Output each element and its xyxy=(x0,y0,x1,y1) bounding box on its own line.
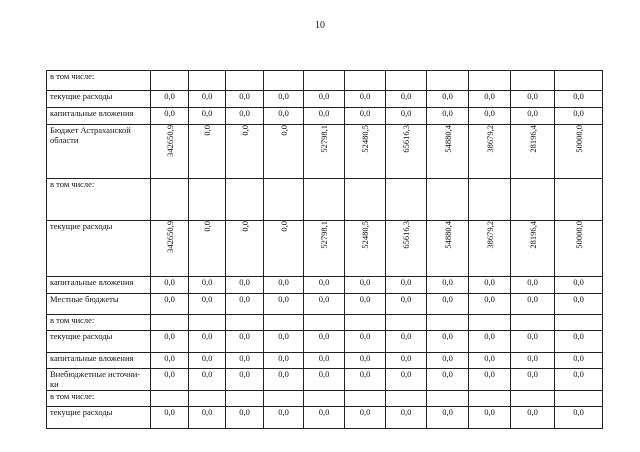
cell-value: 52480,5 xyxy=(360,125,370,153)
value-cell: 0,0 xyxy=(304,407,345,429)
empty-cell xyxy=(226,391,264,407)
value-cell: 0,0 xyxy=(511,369,555,391)
table-row xyxy=(47,315,603,331)
value-cell: 0,0 xyxy=(151,369,189,391)
value-cell xyxy=(264,221,304,277)
empty-cell xyxy=(427,71,469,91)
value-cell: 0,0 xyxy=(469,294,511,315)
value-cell: 0,0 xyxy=(151,353,189,369)
value-cell: 0,0 xyxy=(264,369,304,391)
empty-cell xyxy=(427,391,469,407)
cell-value: 28196,4 xyxy=(527,125,538,153)
row-label: Внебюджетные источни-ки xyxy=(47,369,151,391)
row-label: Местные бюджеты xyxy=(47,294,151,315)
cell-value: 50000,0 xyxy=(573,221,584,249)
empty-cell xyxy=(427,179,469,221)
value-cell: 0,0 xyxy=(264,91,304,108)
value-cell xyxy=(469,221,511,277)
value-cell xyxy=(189,221,226,277)
value-cell: 0,0 xyxy=(427,331,469,353)
empty-cell xyxy=(345,71,386,91)
budget-table-body xyxy=(47,71,603,429)
value-cell: 0,0 xyxy=(345,294,386,315)
value-cell xyxy=(151,125,189,179)
empty-cell xyxy=(555,315,603,331)
value-cell: 0,0 xyxy=(386,277,427,294)
value-cell: 0,0 xyxy=(427,369,469,391)
value-cell: 0,0 xyxy=(345,353,386,369)
cell-value: 52480,5 xyxy=(360,221,370,249)
value-cell: 0,0 xyxy=(386,407,427,429)
cell-value: 54880,4 xyxy=(442,221,453,249)
empty-cell xyxy=(264,391,304,407)
value-cell: 0,0 xyxy=(189,353,226,369)
table-row xyxy=(47,331,603,353)
value-cell xyxy=(226,125,264,179)
value-cell: 0,0 xyxy=(151,277,189,294)
value-cell: 0,0 xyxy=(151,407,189,429)
value-cell xyxy=(264,125,304,179)
value-cell: 0,0 xyxy=(345,331,386,353)
empty-cell xyxy=(555,391,603,407)
value-cell: 0,0 xyxy=(226,353,264,369)
value-cell: 0,0 xyxy=(304,108,345,125)
empty-cell xyxy=(189,71,226,91)
empty-cell xyxy=(469,179,511,221)
empty-cell xyxy=(511,71,555,91)
empty-cell xyxy=(555,179,603,221)
value-cell: 0,0 xyxy=(345,369,386,391)
empty-cell xyxy=(151,315,189,331)
cell-value: 28196,4 xyxy=(527,221,538,249)
empty-cell xyxy=(304,71,345,91)
empty-cell xyxy=(151,179,189,221)
table-row xyxy=(47,369,603,391)
empty-cell xyxy=(386,315,427,331)
value-cell xyxy=(386,221,427,277)
empty-cell xyxy=(189,315,226,331)
value-cell xyxy=(555,221,603,277)
empty-cell xyxy=(226,71,264,91)
value-cell: 0,0 xyxy=(345,277,386,294)
cell-value: 0,0 xyxy=(202,221,212,232)
value-cell: 0,0 xyxy=(427,407,469,429)
value-cell xyxy=(345,221,386,277)
value-cell: 0,0 xyxy=(511,407,555,429)
budget-table xyxy=(46,70,603,429)
empty-cell xyxy=(304,391,345,407)
empty-cell xyxy=(386,71,427,91)
value-cell: 0,0 xyxy=(469,108,511,125)
value-cell: 0,0 xyxy=(189,91,226,108)
value-cell: 0,0 xyxy=(427,277,469,294)
value-cell: 0,0 xyxy=(226,369,264,391)
value-cell: 0,0 xyxy=(511,277,555,294)
value-cell: 0,0 xyxy=(469,353,511,369)
value-cell: 0,0 xyxy=(189,369,226,391)
value-cell: 0,0 xyxy=(304,277,345,294)
value-cell: 0,0 xyxy=(226,277,264,294)
row-label: Бюджет Астраханской области xyxy=(47,125,151,179)
value-cell: 0,0 xyxy=(304,353,345,369)
value-cell: 0,0 xyxy=(555,294,603,315)
value-cell: 0,0 xyxy=(226,407,264,429)
row-label: капитальные вложения xyxy=(47,353,151,369)
value-cell: 0,0 xyxy=(264,353,304,369)
value-cell: 0,0 xyxy=(427,353,469,369)
empty-cell xyxy=(264,315,304,331)
row-label: в том числе: xyxy=(47,391,151,407)
value-cell xyxy=(151,221,189,277)
value-cell: 0,0 xyxy=(555,407,603,429)
value-cell: 0,0 xyxy=(386,108,427,125)
value-cell: 0,0 xyxy=(511,331,555,353)
value-cell xyxy=(555,125,603,179)
value-cell xyxy=(511,221,555,277)
table-row xyxy=(47,353,603,369)
value-cell: 0,0 xyxy=(345,91,386,108)
value-cell: 0,0 xyxy=(226,108,264,125)
empty-cell xyxy=(386,391,427,407)
table-row xyxy=(47,221,603,277)
row-label: текущие расходы xyxy=(47,91,151,108)
value-cell: 0,0 xyxy=(226,331,264,353)
empty-cell xyxy=(304,315,345,331)
table-row xyxy=(47,407,603,429)
cell-value: 65616,3 xyxy=(401,125,411,153)
table-row xyxy=(47,125,603,179)
cell-value: 65616,3 xyxy=(401,221,411,249)
value-cell: 0,0 xyxy=(469,369,511,391)
table-row xyxy=(47,294,603,315)
table-row xyxy=(47,108,603,125)
table-row xyxy=(47,277,603,294)
value-cell: 0,0 xyxy=(304,331,345,353)
row-label: в том числе: xyxy=(47,179,151,221)
empty-cell xyxy=(345,179,386,221)
empty-cell xyxy=(151,71,189,91)
value-cell xyxy=(226,221,264,277)
value-cell xyxy=(304,125,345,179)
row-label: в том числе: xyxy=(47,71,151,91)
value-cell: 0,0 xyxy=(345,108,386,125)
value-cell: 0,0 xyxy=(304,91,345,108)
empty-cell xyxy=(264,71,304,91)
value-cell: 0,0 xyxy=(151,91,189,108)
cell-value: 38679,2 xyxy=(484,125,495,153)
value-cell: 0,0 xyxy=(511,91,555,108)
value-cell: 0,0 xyxy=(386,91,427,108)
value-cell: 0,0 xyxy=(304,369,345,391)
value-cell: 0,0 xyxy=(386,294,427,315)
value-cell: 0,0 xyxy=(264,407,304,429)
value-cell: 0,0 xyxy=(151,294,189,315)
value-cell: 0,0 xyxy=(189,277,226,294)
cell-value: 0,0 xyxy=(202,125,212,136)
table-row xyxy=(47,91,603,108)
row-label: капитальные вложения xyxy=(47,277,151,294)
value-cell: 0,0 xyxy=(469,407,511,429)
value-cell: 0,0 xyxy=(555,277,603,294)
value-cell: 0,0 xyxy=(264,331,304,353)
value-cell: 0,0 xyxy=(511,353,555,369)
value-cell: 0,0 xyxy=(386,331,427,353)
cell-value: 0,0 xyxy=(239,125,250,136)
value-cell: 0,0 xyxy=(469,277,511,294)
value-cell: 0,0 xyxy=(555,108,603,125)
value-cell: 0,0 xyxy=(555,91,603,108)
cell-value: 50000,0 xyxy=(573,125,584,153)
value-cell: 0,0 xyxy=(469,331,511,353)
value-cell: 0,0 xyxy=(151,331,189,353)
value-cell: 0,0 xyxy=(386,353,427,369)
cell-value: 52798,1 xyxy=(319,125,329,153)
value-cell: 0,0 xyxy=(264,108,304,125)
empty-cell xyxy=(469,315,511,331)
empty-cell xyxy=(427,315,469,331)
row-label: в том числе: xyxy=(47,315,151,331)
empty-cell xyxy=(386,179,427,221)
value-cell xyxy=(345,125,386,179)
empty-cell xyxy=(189,391,226,407)
cell-value: 342650,9 xyxy=(164,125,175,157)
empty-cell xyxy=(511,179,555,221)
value-cell: 0,0 xyxy=(427,91,469,108)
value-cell: 0,0 xyxy=(189,331,226,353)
empty-cell xyxy=(226,179,264,221)
cell-value: 38679,2 xyxy=(484,221,495,249)
value-cell: 0,0 xyxy=(555,331,603,353)
cell-value: 52798,1 xyxy=(319,221,329,249)
value-cell xyxy=(189,125,226,179)
row-label: текущие расходы xyxy=(47,331,151,353)
value-cell: 0,0 xyxy=(189,407,226,429)
value-cell: 0,0 xyxy=(555,369,603,391)
value-cell xyxy=(427,125,469,179)
empty-cell xyxy=(345,391,386,407)
value-cell: 0,0 xyxy=(226,91,264,108)
empty-cell xyxy=(151,391,189,407)
value-cell: 0,0 xyxy=(189,108,226,125)
value-cell: 0,0 xyxy=(511,108,555,125)
empty-cell xyxy=(469,71,511,91)
empty-cell xyxy=(189,179,226,221)
value-cell: 0,0 xyxy=(226,294,264,315)
value-cell: 0,0 xyxy=(345,407,386,429)
row-label: текущие расходы xyxy=(47,221,151,277)
value-cell: 0,0 xyxy=(189,294,226,315)
page-number: 10 xyxy=(315,20,325,31)
value-cell: 0,0 xyxy=(427,108,469,125)
empty-cell xyxy=(226,315,264,331)
value-cell: 0,0 xyxy=(264,294,304,315)
cell-value: 0,0 xyxy=(278,125,289,136)
value-cell: 0,0 xyxy=(511,294,555,315)
empty-cell xyxy=(304,179,345,221)
table-row xyxy=(47,179,603,221)
value-cell: 0,0 xyxy=(427,294,469,315)
value-cell: 0,0 xyxy=(304,294,345,315)
value-cell xyxy=(304,221,345,277)
empty-cell xyxy=(469,391,511,407)
value-cell xyxy=(511,125,555,179)
value-cell: 0,0 xyxy=(386,369,427,391)
row-label: капитальные вложения xyxy=(47,108,151,125)
value-cell: 0,0 xyxy=(555,353,603,369)
table-row xyxy=(47,71,603,91)
cell-value: 54880,4 xyxy=(442,125,453,153)
cell-value: 342650,9 xyxy=(164,221,175,253)
value-cell: 0,0 xyxy=(469,91,511,108)
cell-value: 0,0 xyxy=(239,221,250,232)
row-label: текущие расходы xyxy=(47,407,151,429)
cell-value: 0,0 xyxy=(278,221,289,232)
value-cell xyxy=(469,125,511,179)
value-cell xyxy=(427,221,469,277)
empty-cell xyxy=(511,391,555,407)
table-row xyxy=(47,391,603,407)
empty-cell xyxy=(511,315,555,331)
empty-cell xyxy=(264,179,304,221)
value-cell: 0,0 xyxy=(151,108,189,125)
empty-cell xyxy=(345,315,386,331)
empty-cell xyxy=(555,71,603,91)
value-cell xyxy=(386,125,427,179)
value-cell: 0,0 xyxy=(264,277,304,294)
